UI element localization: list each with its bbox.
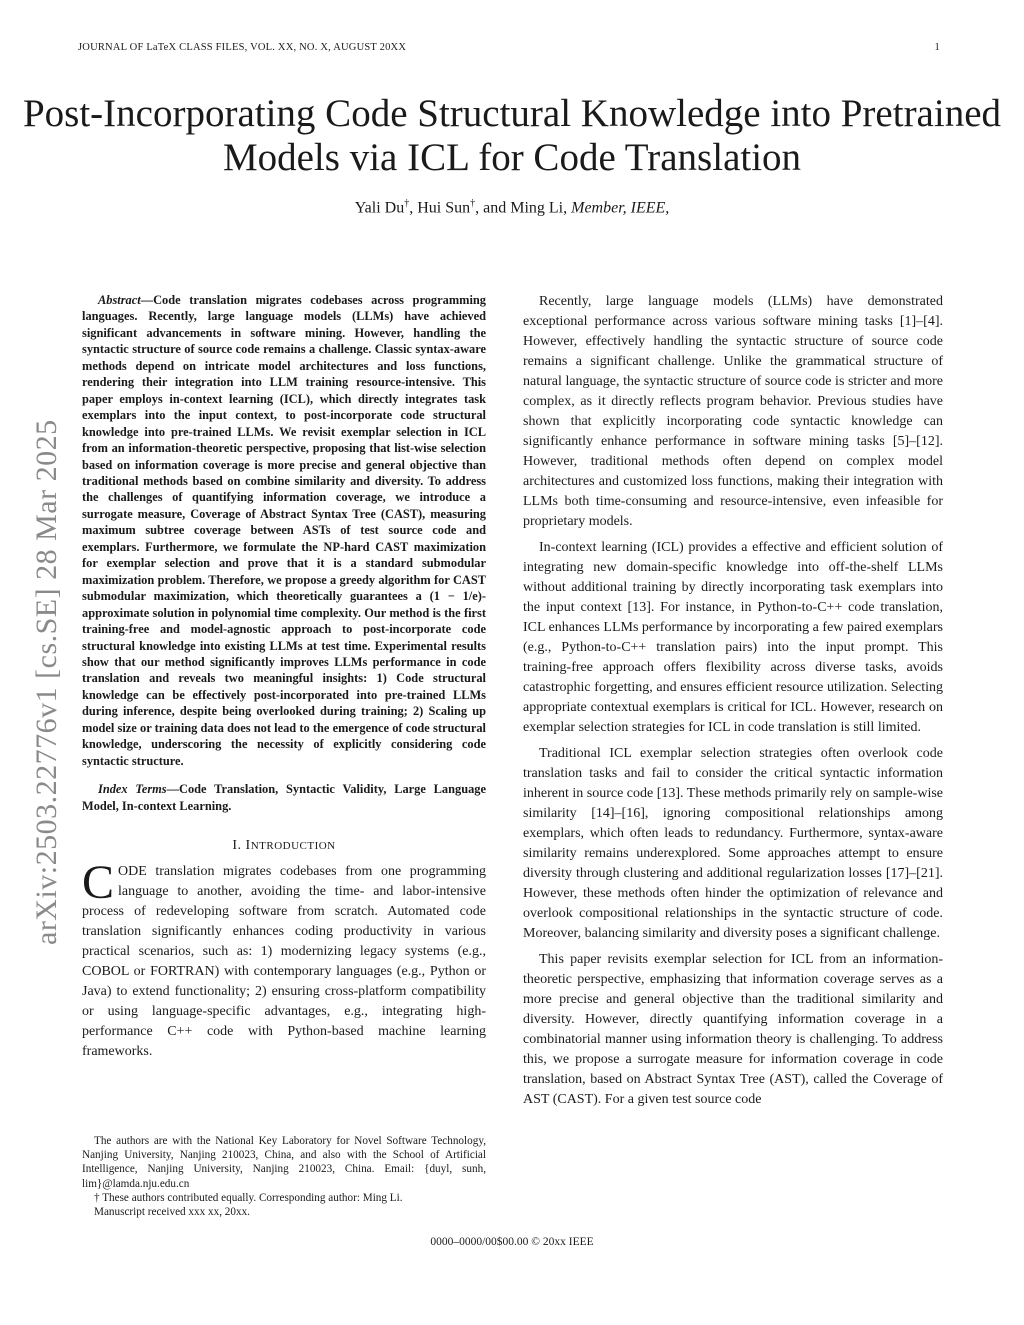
page-number: 1 [934, 42, 940, 53]
body-paragraph: Traditional ICL exemplar selection strategies often overlook code translation tasks and fail to consider the critical syntactic information inherent in source code [13]. These methods primarily rely on sample-wise similarity [14]–[16], ignoring compositional relationships among exemplars, which often leads to redundancy. Furthermore, syntax-aware similarity remains underexplored. Some approaches attempt to ensure diversity through clustering and additional regularization losses [17]–[21]. However, these methods often hinder the optimization of relevance and overlook compositional relationships in the syntactic structure of code. Moreover, balancing similarity and diversity poses a significant challenge. [523, 746, 944, 941]
author-role: Member, IEEE, [571, 199, 670, 217]
intro-paragraph: CODE translation migrates codebases from one programming language to another, avoiding the time- and labor-intensive process of redeveloping software from scratch. Automated code translation significantly enhances coding productivity in various practical scenarios, such as: 1) modernizing legacy systems (e.g., COBOL or FORTRAN) with contemporary languages (e.g., Python or Java) to extend functionality; 2) ensuring cross-platform compatibility or using language-specific advantages, e.g., integrating high-performance C++ code with Python-based machine learning frameworks. [82, 856, 486, 1060]
affiliation-footnote: The authors are with the National Key Laboratory for Novel Software Technology, Nanjing University, Nanjing 210023, China, and also with the School of Artificial Intelligence, Nanjing University, Nanjing 210023, China. Email: {duyl, sunh, lim}@lamda.nju.edu.cn [82, 1135, 486, 1190]
arxiv-stamp: arXiv:2503.22776v1 [cs.SE] 28 Mar 2025 [30, 419, 63, 945]
right-column [523, 292, 943, 1116]
index-terms-text: —Code Translation, Syntactic Validity, Large Language Model, In-context Learning. [82, 782, 486, 813]
drop-cap: C [82, 856, 115, 910]
abstract [82, 292, 486, 769]
author-separator: , [409, 199, 418, 217]
section-heading: I. INTRODUCTION [232, 838, 336, 854]
author-separator: , and [475, 199, 511, 217]
dagger-mark: † [470, 198, 476, 209]
equal-contribution-footnote: † These authors contributed equally. Corresponding author: Ming Li. [94, 1191, 403, 1204]
dagger-mark: † [404, 198, 410, 209]
running-header: JOURNAL OF LaTeX CLASS FILES, VOL. XX, NO. X, AUGUST 20XX [78, 42, 407, 53]
body-paragraph: Recently, large language models (LLMs) have demonstrated exceptional performance across various software mining tasks [1]–[4]. However, effectively handling the syntactic structure of source code remains a significant challenge. Unlike the grammatical structure of natural language, the syntactic structure of source code is stricter and more complex, as it directly reflects program behavior. Previous studies have shown that explicitly incorporating code syntactic knowledge can significantly enhance performance in software mining tasks [5]–[12]. However, traditional methods often depend on complex model architectures and customized loss functions, making their integration with LLMs both time-consuming and resource-intensive, even infeasible for proprietary models. [523, 294, 943, 529]
left-column [82, 292, 486, 1062]
index-terms [82, 781, 486, 814]
copyright-footer: 0000–0000/00$00.00 © 20xx IEEE [430, 1236, 594, 1248]
author-name: Hui Sun [417, 199, 471, 217]
paper-title: Post-Incorporating Code Structural Knowledge into Pretrained Models via ICL for Code Translation [22, 92, 1002, 179]
body-paragraph: In-context learning (ICL) provides a effective and efficient solution of integrating new domain-specific knowledge into off-the-shelf LLMs without additional training by directly incorporating task exemplars into the input context [13]. For instance, in Python-to-C++ code translation, ICL enhances LLMs performance by incorporating a few paired exemplars (e.g., Python-to-C++ translation pairs) into the input prompt. This training-free approach offers flexibility across diverse tasks, avoids catastrophic forgetting, and ensures efficient resource utilization. Selecting appropriate contextual exemplars is critical for ICL. However, research on exemplar selection strategies for ICL in code translation is still limited. [523, 540, 943, 735]
footnotes [82, 1134, 486, 1219]
author-name: Ming Li, [510, 199, 572, 217]
abstract-label: Abstract [98, 293, 141, 307]
abstract-text: —Code translation migrates codebases across programming languages. Recently, large language models (LLMs) have achieved significant advancements in software mining. However, handling the syntactic structure of source code remains a challenge. Classic syntax-aware methods depend on intricate model architectures and loss functions, rendering their integration into LLM training resource-intensive. This paper employs in-context learning (ICL), which directly integrates task exemplars into the input context, to post-incorporate code structural knowledge into pre-trained LLMs. We revisit exemplar selection in ICL from an information-theoretic perspective, proposing that list-wise selection based on information coverage is more precise and general objective than traditional methods based on combine similarity and diversity. To address the challenges of quantifying information coverage, we introduce a surrogate measure, Coverage of Abstract Syntax Tree (CAST), measuring maximum subtree coverage between ASTs of test source code and exemplars. Furthermore, we formulate the NP-hard CAST maximization for exemplar selection and prove that it is a standard submodular maximization problem. Therefore, we propose a greedy algorithm for CAST submodular maximization, which theoretically guarantees a (1 − 1/e)-approximate solution in polynomial time complexity. Our method is the first training-free and model-agnostic approach to post-incorporate code structural knowledge into existing LLMs at test time. Experimental results show that our method significantly improves LLMs performance in code translation and reveals two meaningful insights: 1) Code structural knowledge can be effectively post-incorporated into pre-trained LLMs during inference, despite being overlooked during training; 2) Scaling up model size or training data does not lead to the emergence of code structural knowledge, underscoring the necessity of explicitly considering code syntactic structure. [82, 293, 486, 768]
author-name: Yali Du [354, 199, 405, 217]
manuscript-note: Manuscript received xxx xx, 20xx. [94, 1206, 250, 1219]
body-paragraph: This paper revisits exemplar selection for ICL from an information-theoretic perspective, emphasizing that information coverage serves as a more precise and general objective than the traditional similarity and diversity. However, directly quantifying information coverage in a combinatorial manner using information theory is challenging. To address this, we propose a surrogate measure for information coverage in code translation, based on Abstract Syntax Tree (AST), called the Coverage of AST (CAST). For a given test source code [523, 952, 943, 1107]
index-terms-label: Index Terms [98, 782, 167, 797]
author-list [0, 198, 1024, 217]
